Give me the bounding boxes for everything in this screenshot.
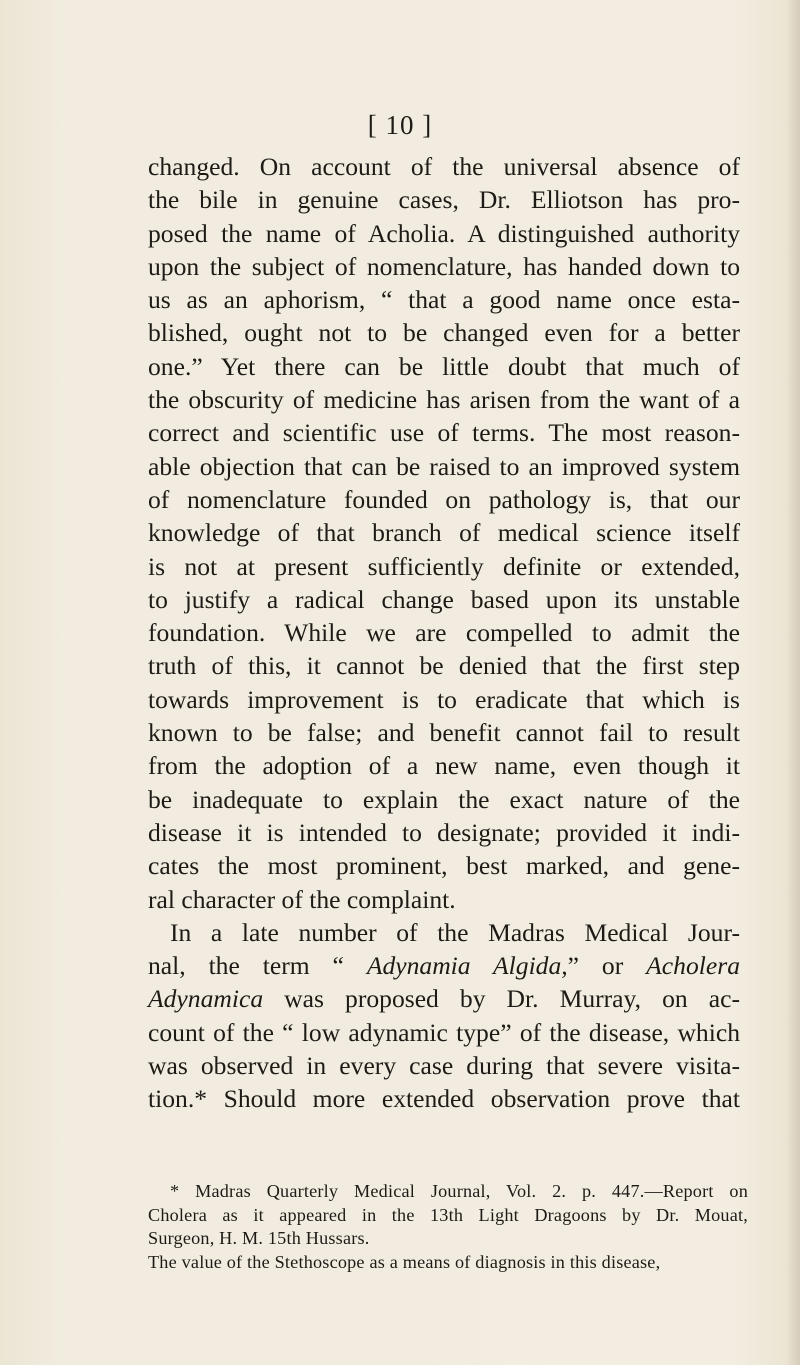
text-line: disease it is intended to designate; provided it indi-	[148, 817, 740, 847]
text-line: from the adoption of a new name, even though it	[148, 751, 740, 781]
italic-term: Adynamia Algida,	[366, 951, 568, 981]
text-line: truth of this, it cannot be denied that the first step	[148, 651, 740, 681]
footnote-line: Cholera as it appeared in the 13th Light Dragoons by Dr. Mouat,	[148, 1204, 748, 1225]
text-run: was proposed by Dr. Murray, on ac-	[263, 984, 740, 1014]
text-line: to justify a radical change based upon its unstable	[148, 584, 740, 614]
text-line: foundation. While we are compelled to admit the	[148, 618, 740, 648]
text-run: nal, the term “	[148, 951, 367, 981]
text-line: one.” Yet there can be little doubt that much of	[148, 351, 740, 381]
text-run: ” or	[567, 951, 647, 981]
text-line: be inadequate to explain the exact nature of the	[148, 784, 740, 814]
paragraph-2-line-3	[148, 982, 740, 1015]
italic-term: Adynamica	[148, 984, 264, 1014]
paragraph-2-line-5: was observed in every case during that severe visita-	[148, 1051, 740, 1081]
text-line: correct and scientific use of terms. The most reason-	[148, 418, 740, 448]
text-line: upon the subject of nomenclature, has handed down to	[148, 251, 740, 281]
footnote-line: * Madras Quarterly Medical Journal, Vol. 2. p. 447.—Report on	[170, 1181, 748, 1201]
page-number: [ 10 ]	[367, 110, 433, 140]
text-line: cates the most prominent, best marked, and gene-	[148, 851, 740, 881]
page-edge-shadow	[786, 0, 800, 1365]
text-line: us as an aphorism, “ that a good name once esta-	[148, 285, 740, 315]
text-line: towards improvement is to eradicate that which is	[148, 684, 740, 714]
paragraph-2-line-6: tion.* Should more extended observation prove that	[148, 1084, 740, 1114]
body-text	[148, 150, 740, 1116]
footnote-line: Surgeon, H. M. 15th Hussars.	[148, 1228, 370, 1248]
paragraph-2-line-2	[148, 949, 740, 982]
footnotes	[148, 1180, 748, 1274]
footnote-line: The value of the Stethoscope as a means of diagnosis in this disease,	[148, 1251, 661, 1272]
text-line: knowledge of that branch of medical science itself	[148, 518, 740, 548]
text-line: known to be false; and benefit cannot fail to result	[148, 718, 740, 748]
text-line: posed the name of Acholia. A distinguished authority	[148, 218, 740, 248]
text-line: changed. On account of the universal absence of	[148, 152, 740, 181]
italic-term: Acholera	[646, 951, 740, 981]
paragraph-2-line-4: count of the “ low adynamic type” of the disease, which	[148, 1017, 740, 1047]
text-line: the bile in genuine cases, Dr. Elliotson has pro-	[148, 185, 740, 215]
text-line: ral character of the complaint.	[148, 884, 456, 914]
text-line: able objection that can be raised to an improved system	[148, 451, 740, 481]
text-line: the obscurity of medicine has arisen from the want of a	[148, 385, 740, 415]
text-line: is not at present sufficiently definite or extended,	[148, 551, 740, 581]
text-line: of nomenclature founded on pathology is, that our	[148, 484, 740, 514]
text-line: blished, ought not to be changed even for a better	[148, 318, 740, 348]
paragraph-2-line-1: In a late number of the Madras Medical Jour-	[170, 917, 740, 947]
